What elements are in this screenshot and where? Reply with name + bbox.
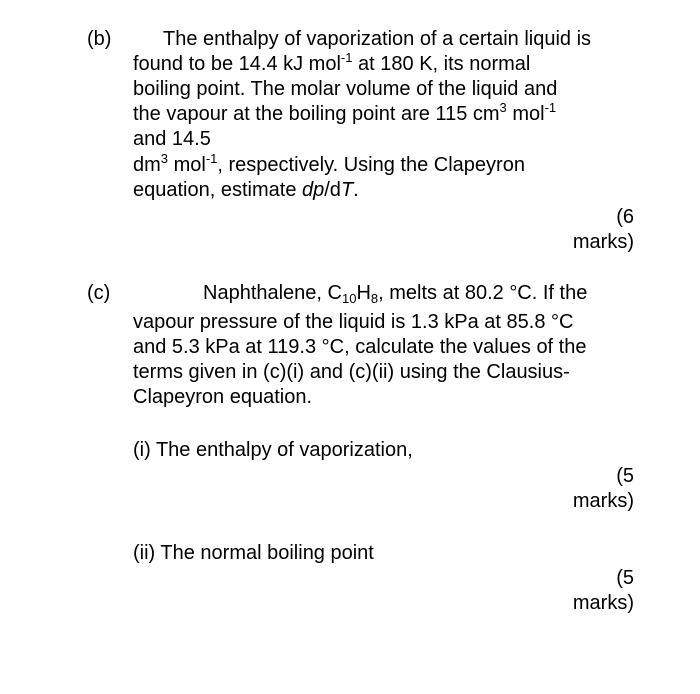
text: dm — [133, 154, 161, 176]
part-b-marks-1: (6 — [616, 206, 634, 228]
part-b-line-2 — [133, 52, 530, 76]
text: mol — [168, 154, 206, 176]
part-c-sub-ii: (ii) The normal boiling point — [133, 542, 374, 564]
part-c-line-3: and 5.3 kPa at 119.3 °C, calculate the values of the — [133, 336, 587, 358]
part-c-label: (c) — [87, 282, 111, 304]
text: T — [340, 179, 354, 201]
superscript: -1 — [340, 50, 353, 65]
superscript: 3 — [499, 100, 507, 115]
part-c-line-5: Clapeyron equation. — [133, 386, 313, 408]
text: mol — [506, 103, 545, 125]
part-b-line-7 — [133, 178, 359, 202]
part-b-label: (b) — [87, 28, 112, 50]
subscript: 10 — [341, 291, 357, 306]
part-b-line-6 — [133, 153, 525, 177]
text: , respectively. Using the Clapeyron — [217, 154, 525, 176]
part-c-line-4: terms given in (c)(i) and (c)(ii) using the Clausius- — [133, 361, 570, 383]
text: H — [356, 282, 371, 304]
text: equation, estimate — [133, 179, 302, 201]
part-c-line-2: vapour pressure of the liquid is 1.3 kPa at 85.8 °C — [133, 311, 574, 333]
text: Naphthalene, C — [203, 282, 342, 304]
part-c-line-1 — [203, 281, 587, 305]
part-c-marks-i-1: (5 — [616, 465, 634, 487]
text: , melts at 80.2 °C. If the — [378, 282, 588, 304]
text: at 180 K, its normal — [352, 53, 531, 75]
part-b-marks-2: marks) — [572, 231, 634, 253]
text: the vapour at the boiling point are 115 cm — [133, 103, 500, 125]
text: . — [353, 179, 359, 201]
part-c-marks-ii-2: marks) — [572, 592, 634, 614]
part-c-sub-i: (i) The enthalpy of vaporization, — [133, 439, 413, 461]
superscript: 3 — [160, 151, 169, 166]
superscript: -1 — [544, 100, 557, 115]
part-b-line-3: boiling point. The molar volume of the liquid and — [133, 78, 558, 100]
superscript: -1 — [205, 151, 218, 166]
text: dp — [302, 179, 325, 201]
subscript: 8 — [370, 291, 379, 306]
part-c-marks-ii-1: (5 — [616, 567, 634, 589]
part-b-line-4 — [133, 102, 556, 126]
part-b-line-1: The enthalpy of vaporization of a certain liquid is — [163, 28, 592, 50]
text: found to be 14.4 kJ mol — [133, 53, 341, 75]
part-b-line-5: and 14.5 — [133, 128, 211, 150]
part-c-marks-i-2: marks) — [572, 490, 634, 512]
text: /d — [324, 179, 341, 201]
